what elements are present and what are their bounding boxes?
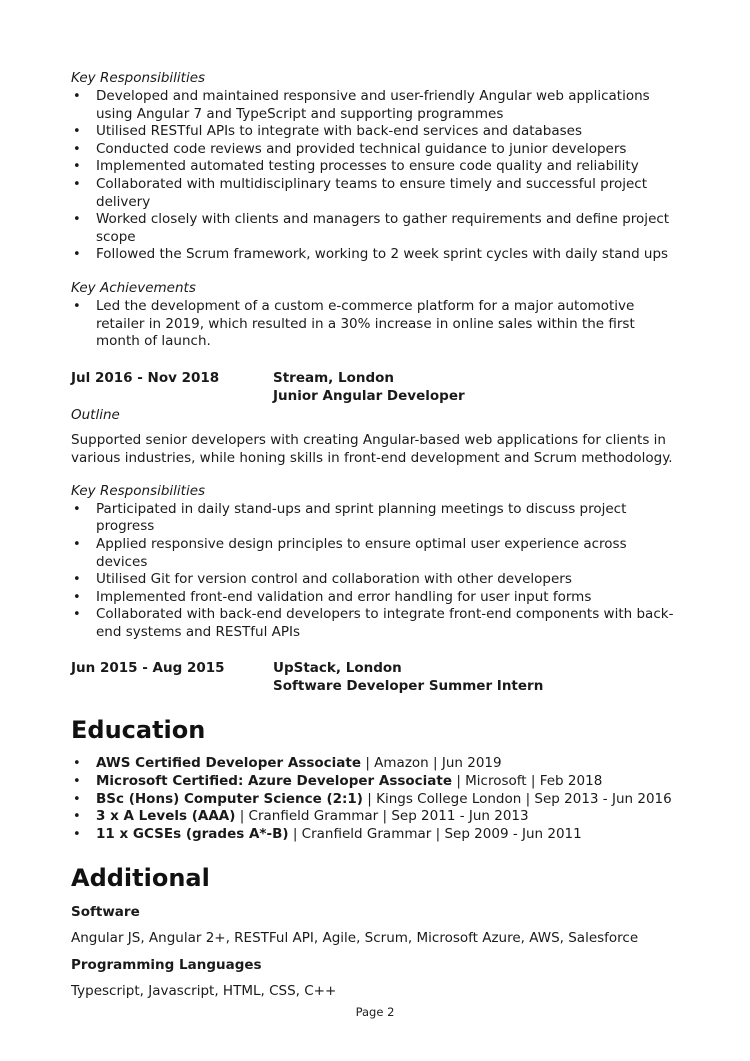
list-item: • AWS Certified Developer Associate | Amazon | Jun 2019 — [71, 755, 681, 773]
education-list — [71, 755, 681, 843]
list-item: • Led the development of a custom e-commerce platform for a major automotive retailer in 2019, which resulted in a 30% increase in online sales within the first month of launch. — [71, 298, 681, 351]
job2-header — [71, 369, 681, 405]
list-item: • Applied responsive design principles to ensure optimal user experience across devices — [71, 536, 681, 571]
list-item: • 11 x GCSEs (grades A*-B) | Cranfield Grammar | Sep 2009 - Jun 2011 — [71, 826, 681, 844]
job2-responsibilities-heading: Key Responsibilities — [71, 482, 206, 499]
list-item: • Implemented automated testing processes to ensure code quality and reliability — [71, 158, 681, 176]
list-item: • Conducted code reviews and provided technical guidance to junior developers — [71, 141, 681, 159]
job2-company: Stream, London — [273, 369, 395, 386]
list-item: • Implemented front-end validation and error handling for user input forms — [71, 589, 681, 607]
job2-outline-heading: Outline — [71, 406, 120, 423]
job2-outline: Supported senior developers with creating Angular-based web applications for clients in various industries, while honing skills in front-end development and Scrum methodology. — [71, 431, 673, 466]
job1-achievements-heading: Key Achievements — [71, 279, 196, 296]
list-item: • Developed and maintained responsive and user-friendly Angular web applications using Angular 7 and TypeScript and supporting programmes — [71, 88, 681, 123]
job3-company: UpStack, London — [273, 660, 402, 677]
list-item: • Utilised RESTful APIs to integrate with back-end services and databases — [71, 123, 681, 141]
job3-title: Software Developer Summer Intern — [273, 678, 544, 695]
education-heading: Education — [71, 716, 206, 745]
resume-page — [71, 68, 681, 1000]
job1-responsibilities-heading: Key Responsibilities — [71, 70, 206, 86]
list-item: • BSc (Hons) Computer Science (2:1) | Kings College London | Sep 2013 - Jun 2016 — [71, 791, 681, 809]
job3-dates: Jun 2015 - Aug 2015 — [71, 660, 225, 677]
list-item: • Collaborated with multidisciplinary teams to ensure timely and successful project delivery — [71, 176, 681, 211]
job2-responsibilities-list — [71, 501, 681, 642]
software-label: Software — [71, 904, 140, 921]
job1-achievements-list — [71, 298, 681, 351]
languages-label: Programming Languages — [71, 957, 262, 974]
list-item: • Microsoft Certified: Azure Developer Associate | Microsoft | Feb 2018 — [71, 773, 681, 791]
list-item: • 3 x A Levels (AAA) | Cranfield Grammar | Sep 2011 - Jun 2013 — [71, 808, 681, 826]
software-list: Angular JS, Angular 2+, RESTFul API, Agile, Scrum, Microsoft Azure, AWS, Salesforce — [71, 930, 639, 947]
additional-heading: Additional — [71, 864, 210, 893]
list-item: • Utilised Git for version control and collaboration with other developers — [71, 571, 681, 589]
list-item: • Participated in daily stand-ups and sprint planning meetings to discuss project progress — [71, 501, 681, 536]
languages-list: Typescript, Javascript, HTML, CSS, C++ — [71, 983, 337, 1000]
job2-title: Junior Angular Developer — [273, 387, 465, 404]
list-item: • Collaborated with back-end developers to integrate front-end components with back-end systems and RESTful APIs — [71, 606, 681, 641]
job1-responsibilities-list — [71, 88, 681, 264]
job2-dates: Jul 2016 - Nov 2018 — [71, 369, 220, 386]
list-item: • Followed the Scrum framework, working to 2 week sprint cycles with daily stand ups — [71, 246, 681, 264]
list-item: • Worked closely with clients and managers to gather requirements and define project scope — [71, 211, 681, 246]
job3-header — [71, 659, 681, 695]
page-number: Page 2 — [355, 1005, 395, 1019]
